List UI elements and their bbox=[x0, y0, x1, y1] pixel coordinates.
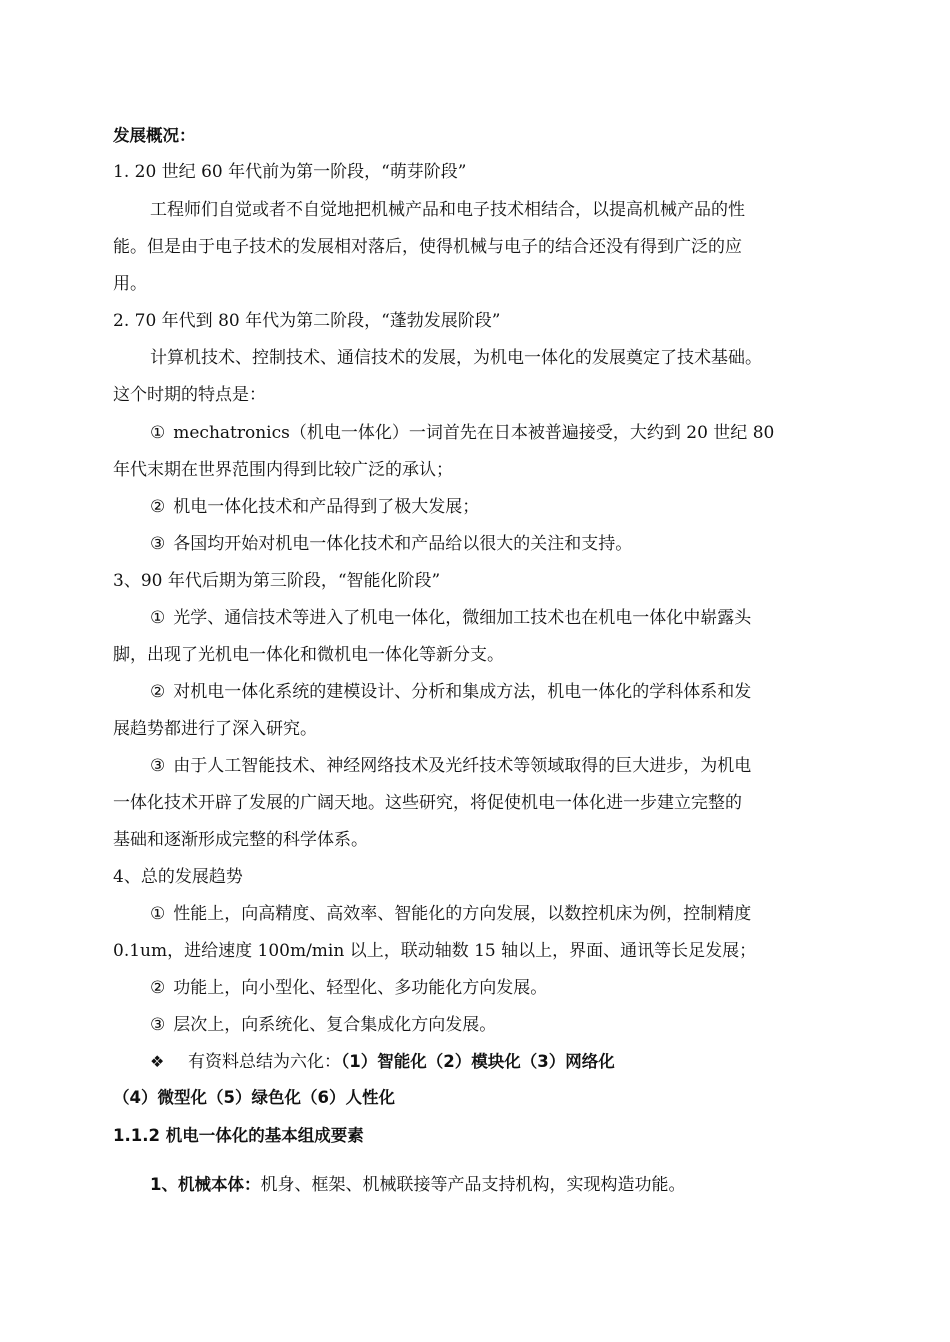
doc-title: 发展概况： bbox=[113, 126, 196, 145]
element-1-mechanical-body bbox=[150, 1173, 835, 1197]
item-number-3: ③ bbox=[150, 1015, 166, 1035]
stage2-item3-text: 各国均开始对机电一体化技术和产品给以很大的关注和支持。 bbox=[173, 534, 633, 554]
stage2-item1-text: mechatronics（机电一体化）一词首先在日本被普遍接受，大约到 20 世纪 80 bbox=[173, 423, 775, 443]
summary-items-1-3: （1）智能化（2）模块化（3）网络化 bbox=[341, 1052, 615, 1071]
item-number-2: ② bbox=[150, 497, 166, 517]
trend-heading: 4、总的发展趋势 bbox=[113, 867, 243, 887]
summary-prefix: 有资料总结为六化： bbox=[188, 1052, 341, 1072]
item-number-1: ① bbox=[150, 904, 166, 924]
stage3-item3-line1 bbox=[150, 754, 835, 778]
stage3-item1-line1 bbox=[150, 606, 835, 630]
six-trends-summary-line2: （4）微型化（5）绿色化（6）人性化 bbox=[113, 1088, 395, 1107]
stage1-paragraph-line3: 用。 bbox=[113, 274, 147, 294]
stage1-paragraph-line1: 工程师们自觉或者不自觉地把机械产品和电子技术相结合，以提高机械产品的性 bbox=[150, 200, 745, 220]
stage3-item2-text: 对机电一体化系统的建模设计、分析和集成方法，机电一体化的学科体系和发 bbox=[173, 682, 752, 702]
stage2-heading: 2. 70 年代到 80 年代为第二阶段，“蓬勃发展阶段” bbox=[113, 311, 501, 331]
item-number-3: ③ bbox=[150, 756, 166, 776]
stage3-item2-line2: 展趋势都进行了深入研究。 bbox=[113, 719, 317, 739]
item-number-3: ③ bbox=[150, 534, 166, 554]
trend-item2 bbox=[150, 976, 835, 1000]
trend-item3-text: 层次上，向系统化、复合集成化方向发展。 bbox=[173, 1015, 497, 1035]
stage2-item3 bbox=[150, 532, 835, 556]
stage3-item3-line2: 一体化技术开辟了发展的广阔天地。这些研究，将促使机电一体化进一步建立完整的 bbox=[113, 793, 742, 813]
stage2-item2-text: 机电一体化技术和产品得到了极大发展； bbox=[173, 497, 480, 517]
stage3-item1-text: 光学、通信技术等进入了机电一体化，微细加工技术也在机电一体化中崭露头 bbox=[173, 608, 752, 628]
stage3-item1-line2: 脚，出现了光机电一体化和微机电一体化等新分支。 bbox=[113, 645, 504, 665]
stage3-item3-line3: 基础和逐渐形成完整的科学体系。 bbox=[113, 830, 368, 850]
item-number-2: ② bbox=[150, 978, 166, 998]
stage3-heading: 3、90 年代后期为第三阶段，“智能化阶段” bbox=[113, 571, 441, 591]
stage2-paragraph-line2: 这个时期的特点是： bbox=[113, 385, 266, 405]
six-trends-summary-line1 bbox=[150, 1050, 835, 1074]
item-number-1: ① bbox=[150, 423, 166, 443]
stage1-paragraph-line2: 能。但是由于电子技术的发展相对落后，使得机械与电子的结合还没有得到广泛的应 bbox=[113, 237, 742, 257]
diamond-bullet-icon: ❖ bbox=[150, 1052, 165, 1071]
trend-item2-text: 功能上，向小型化、轻型化、多功能化方向发展。 bbox=[173, 978, 548, 998]
stage1-heading: 1. 20 世纪 60 年代前为第一阶段，“萌芽阶段” bbox=[113, 162, 467, 182]
item-number-2: ② bbox=[150, 682, 166, 702]
stage2-item1-line2: 年代末期在世界范围内得到比较广泛的承认； bbox=[113, 460, 453, 480]
item-number-1: ① bbox=[150, 608, 166, 628]
stage3-item3-text: 由于人工智能技术、神经网络技术及光纤技术等领域取得的巨大进步，为机电 bbox=[173, 756, 752, 776]
stage3-item2-line1 bbox=[150, 680, 835, 704]
element-1-text: 机身、框架、机械联接等产品支持机构，实现构造功能。 bbox=[260, 1175, 686, 1195]
trend-item1-text: 性能上，向高精度、高效率、智能化的方向发展，以数控机床为例，控制精度 bbox=[173, 904, 752, 924]
section-heading-1-1-2: 1.1.2 机电一体化的基本组成要素 bbox=[113, 1126, 364, 1145]
stage2-item2 bbox=[150, 495, 835, 519]
element-1-label: 1、机械本体： bbox=[150, 1175, 261, 1194]
stage2-item1-line1 bbox=[150, 421, 835, 445]
trend-item1-line1 bbox=[150, 902, 835, 926]
stage2-paragraph-line1: 计算机技术、控制技术、通信技术的发展，为机电一体化的发展奠定了技术基础。 bbox=[150, 348, 762, 368]
trend-item3 bbox=[150, 1013, 835, 1037]
trend-item1-line2: 0.1um，进给速度 100m/min 以上，联动轴数 15 轴以上，界面、通讯等长足发展； bbox=[113, 941, 757, 961]
